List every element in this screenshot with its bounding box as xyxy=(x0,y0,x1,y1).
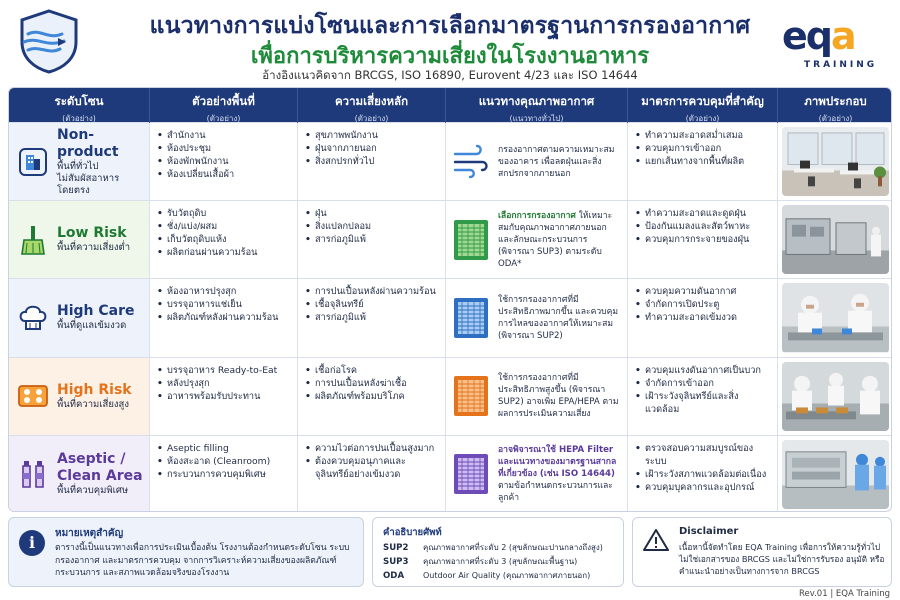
factory-machinery-photo xyxy=(782,205,889,274)
disclaimer-body: เนื้อหานี้จัดทำโดย EQA Training เพื่อการให้ความรู้ทั่วไป ไม่ใช่เอกสารของ BRCGS และไม่ใช่การรับรอง อนุมัติ หรือคำแนะนำอย่างเป็นทางการจาก BRCGS xyxy=(679,542,885,576)
food-workers-photo xyxy=(782,283,889,352)
list-item: • ห้องพักพนักงาน xyxy=(156,155,291,168)
list-item: • Aseptic filling xyxy=(156,442,291,455)
list-item: • ควบคุมแรงดันอากาศเป็นบวก xyxy=(634,364,771,377)
list-item: • ห้องอาหารปรุงสุก xyxy=(156,285,291,298)
bottles-icon xyxy=(15,456,51,492)
air-quality-cell xyxy=(446,123,628,200)
zone-description: พื้นที่ความเสี่ยงต่ำ xyxy=(57,242,131,254)
disclaimer-box xyxy=(632,517,892,587)
note-title: หมายเหตุสำคัญ xyxy=(55,528,124,539)
food-tray-icon xyxy=(15,378,51,414)
list-item: • ตรวจสอบความสมบูรณ์ของระบบ xyxy=(634,442,771,468)
list-item: • ผลิตภัณฑ์หลังผ่านความร้อน xyxy=(156,311,291,324)
air-quality-heading: เลือกการกรองอากาศ xyxy=(498,210,576,221)
zone-name: High Care xyxy=(57,303,135,320)
info-icon: i xyxy=(19,530,45,556)
table-header xyxy=(9,88,891,122)
table-row xyxy=(9,200,891,278)
zone-description: พื้นที่ความเสี่ยงสูง xyxy=(57,398,129,410)
air-quality-cell xyxy=(446,201,628,278)
list-item: • การปนเปื้อนหลังฆ่าเชื้อ xyxy=(304,377,439,390)
controls-cell xyxy=(628,358,778,435)
column-header: มาตรการควบคุมที่สำคัญ (ตัวอย่าง) xyxy=(628,88,778,125)
glossary-item: SUP3 คุณภาพอากาศที่ระดับ 3 (สุขลักษณะพื้นฐาน) xyxy=(383,557,578,567)
page-title-line2: เพื่อการบริหารความเสี่ยงในโรงงานอาหาร xyxy=(250,44,650,69)
zone-name: Aseptic / Clean Area xyxy=(57,451,143,485)
list-item: • เก็บวัตถุดิบแห้ง xyxy=(156,233,291,246)
glossary-box xyxy=(372,517,624,587)
air-quality-heading: อาจพิจารณาใช้ HEPA Filter และแนวทางของมาตรฐานสากลที่เกี่ยวข้อง (เช่น ISO 14644) xyxy=(498,445,617,480)
list-item: • ห้องสะอาด (Cleanroom) xyxy=(156,455,291,468)
illustration-cell xyxy=(778,123,892,200)
illustration-cell xyxy=(778,279,892,356)
zone-description: พื้นที่ดูแลเข้มงวด xyxy=(57,320,127,332)
list-item: • ทำความสะอาดและดูดฝุ่น xyxy=(634,207,771,220)
list-item: • เฝ้าระวังสภาพแวดล้อมต่อเนื่อง xyxy=(634,468,771,481)
glossary-item: SUP2 คุณภาพอากาศที่ระดับ 2 (สุขลักษณะปานกลางถึงสูง) xyxy=(383,543,603,553)
column-header: แนวทางคุณภาพอากาศ (แนวทางทั่วไป) xyxy=(446,88,628,125)
eqa-logo: eqa TRAINING xyxy=(782,14,878,70)
broom-icon xyxy=(15,222,51,258)
office-photo xyxy=(782,127,889,196)
illustration-cell xyxy=(778,201,892,278)
zone-description: ไม่สัมผัสอาหารโดยตรง xyxy=(57,172,120,196)
table-row xyxy=(9,435,891,512)
list-item: • ห้องประชุม xyxy=(156,142,291,155)
list-item: • ผลิตภัณฑ์พร้อมบริโภค xyxy=(304,390,439,403)
risks-cell xyxy=(298,201,446,278)
chef-hat-icon xyxy=(15,300,51,336)
list-item: • กระบวนการควบคุมพิเศษ xyxy=(156,468,291,481)
list-item: • ควบคุมการเข้าออก xyxy=(634,142,771,155)
packing-line-photo xyxy=(782,362,889,431)
list-item: • การปนเปื้อนหลังผ่านความร้อน xyxy=(304,285,439,298)
zone-cell xyxy=(9,436,150,512)
green-filter-icon xyxy=(452,218,490,262)
list-item: • แยกเส้นทางจากพื้นที่ผลิต xyxy=(634,155,771,168)
list-item: • อาหารพร้อมรับประทาน xyxy=(156,390,291,403)
list-item: • ผลิตก่อนผ่านความร้อน xyxy=(156,246,291,259)
air-quality-text: กรองอากาศตามความเหมาะสมของอาคาร เพื่อลดฝุ่นและสิ่งสกปรกจากภายนอก xyxy=(498,144,615,179)
list-item: • ฝุ่น xyxy=(304,207,439,220)
column-header: ภาพประกอบ (ตัวอย่าง) xyxy=(804,94,867,123)
list-item: • ป้องกันแมลงและสัตว์พาหะ xyxy=(634,220,771,233)
office-building-icon xyxy=(15,144,51,180)
list-item: • สิ่งสกปรกทั่วไป xyxy=(304,155,439,168)
blue-filter-icon xyxy=(452,296,490,340)
list-item: • สิ่งแปลกปลอม xyxy=(304,220,439,233)
list-item: • สุขภาพพนักงาน xyxy=(304,129,439,142)
list-item: • ควบคุมการกระจายของฝุ่น xyxy=(634,233,771,246)
airflow-icon xyxy=(452,140,490,184)
list-item: • เชื้อจุลินทรีย์ xyxy=(304,298,439,311)
table-row xyxy=(9,278,891,356)
areas-cell xyxy=(150,358,298,435)
zone-name: Non-product xyxy=(57,126,119,160)
note-body: ตารางนี้เป็นแนวทางเพื่อการประเมินเบื้องต้น โรงงานต้องกำหนดระดับโซน ระบบกรองอากาศ และมาตรการควบคุม จากการวิเคราะห์ความเสี่ยงของผลิตภัณฑ์ กระบวนการ และสภาพแวดล้อมจริงของโรงงาน xyxy=(55,543,350,578)
zone-cell xyxy=(9,279,150,356)
areas-cell xyxy=(150,201,298,278)
list-item: • ห้องเปลี่ยนเสื้อผ้า xyxy=(156,168,291,181)
list-item: • ต้องควบคุมอนุภาคและจุลินทรีย์อย่างเข้มงวด xyxy=(304,455,439,481)
footer-revision: Rev.01 | EQA Training xyxy=(798,589,890,599)
page-header xyxy=(0,0,900,86)
table-row xyxy=(9,357,891,435)
risks-cell xyxy=(298,436,446,512)
illustration-cell xyxy=(778,436,892,512)
list-item: • ฝุ่นจากภายนอก xyxy=(304,142,439,155)
zone-description: พื้นที่ควบคุมพิเศษ xyxy=(57,485,129,497)
list-item: • เฝ้าระวังจุลินทรีย์และสิ่งแวดล้อม xyxy=(634,390,771,416)
list-item: • ทำความสะอาดสม่ำเสมอ xyxy=(634,129,771,142)
air-quality-text: ตามข้อกำหนดกระบวนการและลูกค้า xyxy=(498,481,613,504)
list-item: • รับวัตถุดิบ xyxy=(156,207,291,220)
list-item: • สำนักงาน xyxy=(156,129,291,142)
risks-cell xyxy=(298,123,446,200)
list-item: • ควบคุมบุคลากรและอุปกรณ์ xyxy=(634,481,771,494)
list-item: • เชื้อก่อโรค xyxy=(304,364,439,377)
areas-cell xyxy=(150,436,298,512)
zone-cell xyxy=(9,201,150,278)
air-quality-text: ใช้การกรองอากาศที่มีประสิทธิภาพมากขึ้น และควบคุมการไหลของอากาศให้เหมาะสม (พิจารณา SUP2) xyxy=(498,294,619,341)
column-header: ระดับโซน (ตัวอย่าง) xyxy=(9,88,150,125)
zone-cell xyxy=(9,358,150,435)
list-item: • จำกัดการเข้าออก xyxy=(634,377,771,390)
risks-cell xyxy=(298,279,446,356)
column-header: ความเสี่ยงหลัก (ตัวอย่าง) xyxy=(298,88,446,125)
areas-cell xyxy=(150,279,298,356)
important-note-box xyxy=(8,517,364,587)
list-item: • สารก่อภูมิแพ้ xyxy=(304,311,439,324)
warning-icon xyxy=(643,528,669,552)
cleanroom-photo xyxy=(782,440,889,509)
list-item: • บรรจุอาหาร Ready-to-Eat xyxy=(156,364,291,377)
risks-cell xyxy=(298,358,446,435)
glossary-item: ODA Outdoor Air Quality (คุณภาพอากาศภายนอก) xyxy=(383,571,591,581)
list-item: • ชั่ง/แบ่ง/ผสม xyxy=(156,220,291,233)
zone-cell xyxy=(9,123,150,200)
areas-cell xyxy=(150,123,298,200)
orange-filter-icon xyxy=(452,374,490,418)
air-quality-text: ใช้การกรองอากาศที่มีประสิทธิภาพสูงขึ้น (พิจารณา SUP2) อาจเพิ่ม EPA/HEPA ตามผลการประเมินความเสี่ยง xyxy=(498,373,619,420)
illustration-cell xyxy=(778,358,892,435)
page-title: แนวทางการแบ่งโซนและการเลือกมาตรฐานการกรองอากาศ xyxy=(149,13,751,39)
list-item: • หลังปรุงสุก xyxy=(156,377,291,390)
zone-name: High Risk xyxy=(57,381,132,398)
list-item: • ความไวต่อการปนเปื้อนสูงมาก xyxy=(304,442,439,455)
list-item: • ควบคุมความดันอากาศ xyxy=(634,285,771,298)
zone-description: พื้นที่ทั่วไป xyxy=(57,160,99,172)
disclaimer-title: Disclaimer xyxy=(679,526,739,537)
logo-subtext: TRAINING xyxy=(804,60,878,70)
page-subtitle: อ้างอิงแนวคิดจาก BRCGS, ISO 16890, Eurovent 4/23 และ ISO 14644 xyxy=(262,68,638,82)
purple-filter-icon xyxy=(452,452,490,496)
zone-name: Low Risk xyxy=(57,225,127,242)
controls-cell xyxy=(628,279,778,356)
controls-cell xyxy=(628,123,778,200)
air-quality-cell xyxy=(446,279,628,356)
glossary-title: คำอธิบายศัพท์ xyxy=(383,527,442,538)
list-item: • จำกัดการเปิดประตู xyxy=(634,298,771,311)
list-item: • สารก่อภูมิแพ้ xyxy=(304,233,439,246)
zone-table xyxy=(8,87,892,512)
air-quality-cell xyxy=(446,436,628,512)
air-quality-text: ให้เหมาะสมกับคุณภาพอากาศภายนอกและลักษณะกระบวนการ (พิจารณา SUP3) ตามระดับ ODA* xyxy=(498,210,613,269)
controls-cell xyxy=(628,201,778,278)
column-header: ตัวอย่างพื้นที่ (ตัวอย่าง) xyxy=(150,88,298,125)
list-item: • บรรจุอาหารแช่เย็น xyxy=(156,298,291,311)
controls-cell xyxy=(628,436,778,512)
table-row xyxy=(9,122,891,200)
air-quality-cell xyxy=(446,358,628,435)
list-item: • ทำความสะอาดเข้มงวด xyxy=(634,311,771,324)
